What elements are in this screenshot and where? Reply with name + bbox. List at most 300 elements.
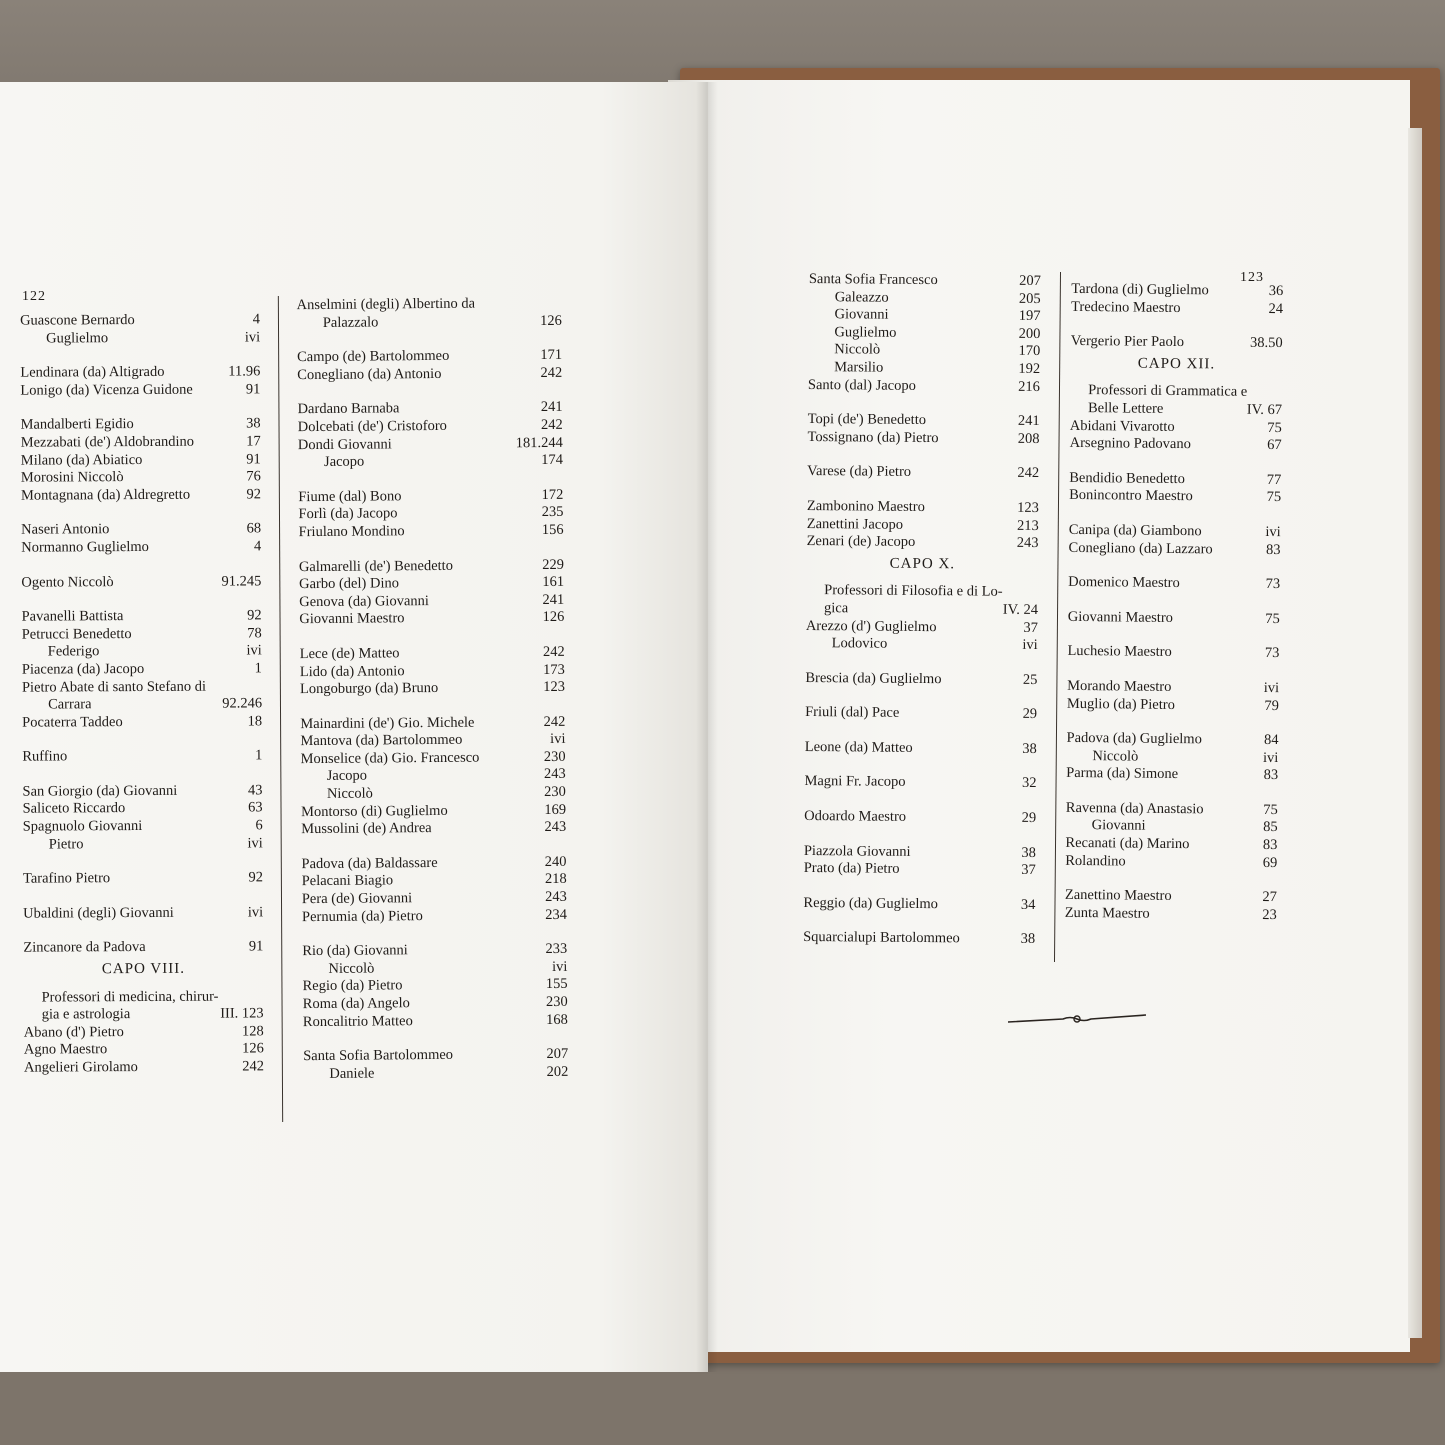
- entry-gap: [23, 853, 263, 871]
- section-description: [24, 988, 264, 1024]
- page-reference: 205: [1018, 290, 1041, 307]
- entry-name: Fiume (dal) Bono: [298, 488, 402, 505]
- index-entry: [24, 1041, 264, 1060]
- page-reference: 156: [541, 521, 564, 538]
- page-reference: 4: [253, 538, 262, 555]
- page-reference: 34: [1020, 896, 1036, 913]
- entry-name: Angelieri Girolamo: [23, 1059, 138, 1076]
- entry-gap: [22, 731, 262, 749]
- page-reference: 91: [248, 938, 264, 955]
- entry-name: Lendinara (da) Altigrado: [20, 364, 165, 381]
- page-reference: 91.245: [221, 572, 262, 590]
- page-reference: 63: [248, 799, 263, 816]
- page-reference: 69: [1262, 854, 1278, 871]
- index-entry: [1065, 853, 1277, 873]
- page-reference: 192: [1018, 360, 1041, 377]
- page-reference: 169: [544, 801, 567, 818]
- entry-name: Mezzabati (de') Aldobrandino: [20, 433, 195, 451]
- page-reference: 123: [543, 678, 566, 696]
- page-reference: 76: [246, 468, 261, 485]
- page-reference: 230: [544, 783, 566, 801]
- entry-name: Tardona (di) Guglielmo: [1071, 280, 1209, 299]
- page-reference: 1: [255, 747, 263, 764]
- page-reference: 92: [246, 486, 261, 503]
- page-reference: 123: [1017, 499, 1039, 516]
- page-reference: 38: [246, 415, 261, 432]
- page-reference: 241: [542, 591, 565, 608]
- index-entry: [298, 434, 563, 454]
- entry-name: Daniele: [329, 1065, 375, 1082]
- description-line: Professori di Filosofia e di Lo-: [824, 582, 1003, 601]
- entry-gap: [20, 399, 260, 417]
- entry-name: Dondi Giovanni: [297, 435, 392, 453]
- description-row: [41, 1005, 264, 1025]
- entry-name: Pavanelli Battista: [21, 608, 124, 625]
- index-entry: [298, 452, 563, 472]
- section-description: [1070, 382, 1282, 419]
- entry-name: Pelacani Biagio: [301, 872, 394, 890]
- entry-name: Odoardo Maestro: [804, 808, 907, 825]
- index-entry: [21, 538, 261, 557]
- page-reference: 243: [544, 819, 567, 836]
- ornament-divider: [1008, 1010, 1146, 1028]
- entry-name: Santa Sofia Bartolommeo: [303, 1047, 454, 1065]
- index-entry: [22, 643, 262, 662]
- index-entry: [21, 486, 261, 505]
- entry-gap: [21, 504, 261, 522]
- page-reference: 38: [1020, 931, 1036, 948]
- entry-name: Parma (da) Simone: [1066, 765, 1179, 783]
- index-entry: [300, 679, 565, 699]
- entry-name: Arsegnino Padovano: [1069, 435, 1191, 453]
- entry-name: Milano (da) Abiatico: [20, 451, 143, 469]
- index-entry: [302, 871, 567, 891]
- index-entry: [301, 784, 566, 804]
- entry-name: Abano (d') Pietro: [23, 1023, 124, 1041]
- page-reference: ivi: [1265, 523, 1281, 541]
- index-entry: [301, 766, 566, 786]
- entry-gap: [807, 481, 1039, 500]
- entry-name: Giovanni Maestro: [1067, 608, 1174, 626]
- entry-name: Dolcebati (de') Cristoforo: [297, 417, 447, 436]
- index-entry: [24, 1058, 264, 1077]
- page-reference: 11.96: [228, 363, 261, 380]
- entry-gap: [21, 590, 261, 608]
- entry-name: Ruffino: [22, 748, 68, 765]
- page-reference: 242: [542, 643, 565, 660]
- entry-name: Tarafino Pietro: [22, 870, 111, 887]
- entry-name: Zunta Maestro: [1064, 904, 1150, 922]
- page-reference: 216: [1018, 378, 1041, 395]
- entry-name: Marsilio: [834, 359, 884, 376]
- index-entry: [23, 835, 263, 854]
- page-reference: 36: [1268, 282, 1284, 300]
- page-reference: 208: [1017, 430, 1040, 447]
- entry-name: Ravenna (da) Anastasio: [1065, 799, 1204, 818]
- page-reference: 92: [248, 869, 264, 886]
- index-entry: [20, 311, 260, 330]
- index-entry: [301, 749, 566, 769]
- index-entry: [298, 487, 563, 507]
- entry-name: Friuli (dal) Pace: [805, 704, 900, 722]
- entry-name: Piazzola Giovanni: [803, 842, 911, 860]
- entry-name: Roncalitrio Matteo: [302, 1012, 413, 1030]
- entry-name: Mainardini (de') Gio. Michele: [300, 714, 475, 732]
- entry-name: Zenari (de) Jacopo: [806, 533, 916, 551]
- page-reference: 78: [247, 625, 262, 642]
- index-entry: [23, 904, 263, 923]
- index-entry: [22, 782, 262, 801]
- entry-name: Friulano Mondino: [298, 523, 405, 541]
- page-reference: ivi: [246, 642, 262, 659]
- index-entry: [805, 670, 1037, 690]
- entry-name: Galmarelli (de') Benedetto: [298, 557, 453, 575]
- index-entry: [1066, 748, 1278, 768]
- index-entry: [302, 889, 567, 909]
- entry-name: Reggio (da) Guglielmo: [803, 894, 939, 912]
- entry-name: Jacopo: [326, 768, 368, 785]
- page-reference: 83: [1262, 837, 1278, 854]
- page-reference: 233: [545, 941, 568, 958]
- index-entry: [302, 906, 567, 926]
- entry-name: Zanettino Maestro: [1064, 887, 1172, 905]
- index-entry: [299, 556, 564, 576]
- index-entry: [20, 364, 260, 383]
- entry-gap: [1071, 316, 1283, 335]
- description-line: Belle Lettere: [1087, 400, 1164, 417]
- description-row: [823, 600, 1039, 619]
- entry-name: Bendidio Benedetto: [1069, 469, 1185, 487]
- index-entry: [804, 773, 1036, 793]
- page-reference: 27: [1262, 889, 1278, 906]
- index-entry: [301, 854, 566, 874]
- entry-name: Lodovico: [831, 635, 888, 652]
- page-reference: 38: [1022, 740, 1037, 757]
- page-reference: 181.244: [515, 434, 563, 451]
- entry-name: Arezzo (d') Guglielmo: [805, 617, 937, 635]
- page-reference: 85: [1263, 819, 1278, 836]
- page-reference: 240: [544, 853, 567, 870]
- index-entry: [20, 381, 260, 400]
- entry-name: Giovanni: [834, 306, 889, 323]
- index-entry: [22, 625, 262, 644]
- page-reference: 243: [543, 766, 566, 783]
- entry-name: Jacopo: [323, 453, 365, 471]
- entry-name: Saliceto Riccardo: [22, 800, 126, 818]
- entry-name: Niccolò: [834, 341, 881, 358]
- entry-name: Varese (da) Pietro: [807, 463, 912, 481]
- index-entry: [24, 1023, 264, 1042]
- entry-name: Pietro Abate di santo Stefano di: [21, 678, 207, 696]
- page-reference: 75: [1263, 801, 1278, 818]
- entry-name: Palazzalo: [322, 314, 379, 331]
- index-entry: [1066, 817, 1278, 837]
- entry-name: Luchesio Maestro: [1067, 643, 1172, 661]
- entry-name: Zanettini Jacopo: [806, 515, 904, 533]
- entry-name: Guascone Bernardo: [19, 312, 135, 329]
- entry-gap: [1068, 557, 1280, 576]
- index-entry: [1071, 333, 1283, 353]
- page-reference: 43: [247, 782, 263, 799]
- page-reference: ivi: [247, 835, 263, 852]
- index-entry: [23, 800, 263, 819]
- page-reference: 17: [246, 433, 261, 450]
- entry-name: Normanno Guglielmo: [21, 538, 149, 556]
- page-reference: 242: [540, 416, 563, 434]
- index-entry: [804, 843, 1036, 863]
- entry-name: Pocaterra Taddeo: [22, 713, 123, 731]
- page-reference: 168: [546, 1011, 568, 1028]
- index-entry: [22, 678, 262, 697]
- entry-gap: [23, 887, 263, 905]
- page-reference: 243: [1016, 534, 1039, 552]
- index-entry: [23, 870, 263, 889]
- index-entry: [21, 521, 261, 540]
- index-entry: [303, 994, 568, 1014]
- index-entry: [808, 359, 1040, 379]
- entry-name: Squarcialupi Bartolommeo: [803, 929, 960, 947]
- entry-name: Brescia (da) Guglielmo: [805, 669, 942, 687]
- index-entry: [809, 289, 1041, 309]
- index-entry: [21, 451, 261, 470]
- description-line: Professori di medicina, chirur-: [41, 988, 219, 1006]
- page-reference: 29: [1022, 706, 1038, 723]
- index-entry: [302, 959, 567, 979]
- index-entry: [1068, 574, 1280, 594]
- book-gutter: [696, 82, 718, 1372]
- description-row: [1087, 400, 1283, 420]
- entry-name: Carrara: [48, 696, 92, 713]
- page-reference: 229: [542, 556, 564, 573]
- page-reference: ivi: [1263, 679, 1280, 697]
- entry-name: Mantova (da) Bartolommeo: [300, 732, 463, 750]
- index-entry: [22, 660, 262, 679]
- index-entry: [1069, 522, 1281, 542]
- entry-gap: [808, 394, 1040, 413]
- entry-name: Rolandino: [1065, 852, 1126, 870]
- index-entry: [300, 661, 565, 681]
- page-reference: 126: [242, 1040, 264, 1057]
- page-reference: 73: [1264, 645, 1280, 662]
- index-entry: [807, 463, 1039, 483]
- page-reference: 242: [242, 1058, 264, 1075]
- entry-gap: [21, 556, 261, 574]
- entry-name: Magni Fr. Jacopo: [804, 773, 906, 791]
- index-entry: [808, 411, 1040, 431]
- index-entry: [299, 592, 564, 612]
- index-entry: [1068, 539, 1280, 559]
- index-entry: [806, 617, 1038, 637]
- index-entry: [20, 329, 260, 348]
- page-reference: 126: [542, 609, 565, 626]
- index-entry: [22, 713, 262, 732]
- entry-gap: [1069, 505, 1281, 524]
- chapter-heading: CAPO VIII.: [101, 960, 186, 978]
- index-entry: [303, 1064, 568, 1084]
- page-reference: 91: [246, 450, 261, 468]
- page-reference: 91: [245, 381, 261, 398]
- page-reference: 1: [254, 660, 262, 677]
- page-reference: 83: [1263, 767, 1279, 784]
- index-entry: [1069, 487, 1281, 507]
- entry-name: Longoburgo (da) Bruno: [299, 680, 439, 698]
- chapter-heading: CAPO XII.: [1137, 355, 1216, 373]
- page-reference: 126: [539, 312, 562, 329]
- page-reference: 235: [541, 504, 564, 521]
- entry-gap: [803, 912, 1035, 931]
- entry-name: Montorso (di) Guglielmo: [300, 802, 448, 820]
- entry-name: Lece (de) Matteo: [299, 645, 400, 663]
- entry-name: Santa Sofia Francesco: [808, 271, 938, 289]
- page-reference: 234: [545, 906, 568, 923]
- entry-gap: [20, 347, 260, 365]
- entry-name: Topi (de') Benedetto: [807, 411, 927, 429]
- page-reference: 68: [246, 520, 262, 537]
- page-reference: 170: [1018, 343, 1041, 360]
- entry-name: Garbo (del) Dino: [299, 575, 400, 593]
- page-reference: 75: [1265, 610, 1280, 627]
- entry-name: Mussolini (de) Andrea: [301, 820, 432, 838]
- entry-name: Tredecino Maestro: [1071, 298, 1181, 316]
- page-reference: 38: [1021, 844, 1036, 861]
- page-reference: ivi: [552, 958, 568, 975]
- index-entry: [809, 271, 1041, 291]
- index-entry: [1070, 435, 1282, 455]
- index-entry: [807, 533, 1039, 553]
- page-reference: 23: [1262, 906, 1277, 923]
- index-entry: [1065, 905, 1277, 925]
- entry-name: Pernumia (da) Pietro: [301, 907, 423, 925]
- entry-name: Giovanni Maestro: [299, 610, 405, 628]
- page-reference: 84: [1263, 732, 1279, 749]
- entry-name: Ogento Niccolò: [21, 573, 114, 591]
- entry-gap: [804, 826, 1036, 845]
- index-entry: [303, 976, 568, 996]
- entry-name: Campo (de) Bartolommeo: [297, 348, 450, 366]
- page-reference: 25: [1022, 671, 1038, 688]
- page-reference: ivi: [247, 904, 264, 921]
- page-reference: 172: [541, 486, 564, 503]
- index-entry: [1065, 835, 1277, 855]
- page-reference: III. 123: [220, 1005, 264, 1022]
- index-entry: [21, 469, 261, 488]
- entry-name: Tossignano (da) Pietro: [807, 428, 939, 446]
- entry-name: Federigo: [47, 643, 100, 660]
- index-entry: [302, 941, 567, 961]
- entry-name: Monselice (da) Gio. Francesco: [300, 749, 480, 768]
- entry-gap: [807, 446, 1039, 465]
- index-entry: [299, 609, 564, 629]
- page-reference: ivi: [1262, 749, 1279, 766]
- entry-name: Padova (da) Baldassare: [301, 854, 438, 872]
- index-entry: [804, 860, 1036, 880]
- index-entry: [21, 573, 261, 592]
- index-entry: [808, 377, 1040, 397]
- entry-name: Morosini Niccolò: [20, 469, 124, 486]
- page-reference: 92.246: [222, 695, 263, 712]
- chapter-heading: CAPO X.: [889, 555, 956, 573]
- page-reference: 4: [252, 311, 261, 328]
- index-entry: [1067, 678, 1279, 698]
- index-entry: [21, 416, 261, 435]
- index-column-4: [1065, 281, 1284, 925]
- index-entry: [1071, 281, 1283, 301]
- page-reference: 18: [247, 713, 263, 730]
- entry-gap: [804, 878, 1036, 897]
- page-number-right: 123: [1240, 270, 1264, 285]
- index-column-2: [297, 295, 569, 1084]
- entry-name: Agno Maestro: [23, 1041, 108, 1059]
- entry-gap: [22, 765, 262, 783]
- page-reference: 75: [1267, 419, 1282, 436]
- entry-name: Zincanore da Padova: [23, 939, 146, 957]
- index-entry: [1068, 609, 1280, 629]
- entry-name: Ubaldini (degli) Giovanni: [23, 904, 174, 922]
- page-reference: 197: [1018, 308, 1041, 325]
- entry-name: Bonincontro Maestro: [1069, 487, 1193, 505]
- entry-name: Mandalberti Egidio: [20, 416, 134, 434]
- index-entry: [1066, 730, 1278, 750]
- entry-name: Dardano Barnaba: [297, 400, 400, 418]
- entry-name: Conegliano (da) Antonio: [297, 365, 442, 383]
- entry-name: Montagnana (da) Aldregretto: [20, 486, 191, 504]
- page-edges: [1408, 128, 1422, 1338]
- page-reference: 77: [1266, 471, 1282, 488]
- index-entry: [297, 347, 562, 367]
- entry-name: Naseri Antonio: [21, 521, 110, 538]
- index-entry: [303, 1011, 568, 1031]
- entry-gap: [805, 653, 1037, 672]
- entry-name: Niccolò: [328, 960, 375, 977]
- index-entry: [303, 1046, 568, 1066]
- index-entry: [1067, 695, 1279, 715]
- index-entry: [807, 429, 1039, 449]
- entry-name: Lido (da) Antonio: [299, 662, 405, 680]
- index-entry: [297, 365, 562, 385]
- page-reference: 230: [543, 748, 566, 765]
- index-entry: [299, 574, 564, 594]
- page-reference: 218: [544, 871, 567, 888]
- page-reference: 242: [543, 713, 566, 730]
- page-reference: 75: [1266, 489, 1282, 506]
- entry-name: Regio (da) Pietro: [302, 977, 403, 995]
- page-reference: 6: [255, 817, 263, 834]
- entry-name: Prato (da) Pietro: [803, 860, 900, 878]
- entry-name: Piacenza (da) Jacopo: [21, 660, 145, 678]
- page-reference: 241: [540, 399, 563, 416]
- entry-name: Vergerio Pier Paolo: [1070, 333, 1185, 351]
- page-reference: 171: [540, 347, 563, 364]
- entry-name: Forlì (da) Jacopo: [298, 505, 398, 523]
- entry-gap: [805, 722, 1037, 741]
- page-reference: 161: [542, 573, 565, 591]
- entry-name: Recanati (da) Marino: [1065, 834, 1190, 853]
- entry-name: Rio (da) Giovanni: [302, 942, 408, 960]
- entry-name: Niccolò: [1092, 747, 1139, 765]
- page-reference: IV. 67: [1246, 401, 1283, 419]
- description-line: gia e astrologia: [41, 1006, 131, 1023]
- index-entry: [297, 399, 562, 419]
- section-description: [806, 582, 1038, 619]
- index-entry: [1071, 299, 1283, 319]
- index-entry: [807, 516, 1039, 536]
- page-reference: 207: [546, 1046, 569, 1063]
- page-reference: 92: [247, 607, 262, 624]
- page-reference: 67: [1267, 437, 1282, 454]
- page-reference: 37: [1021, 862, 1036, 879]
- index-entry: [1065, 887, 1277, 907]
- page-reference: 230: [545, 993, 568, 1011]
